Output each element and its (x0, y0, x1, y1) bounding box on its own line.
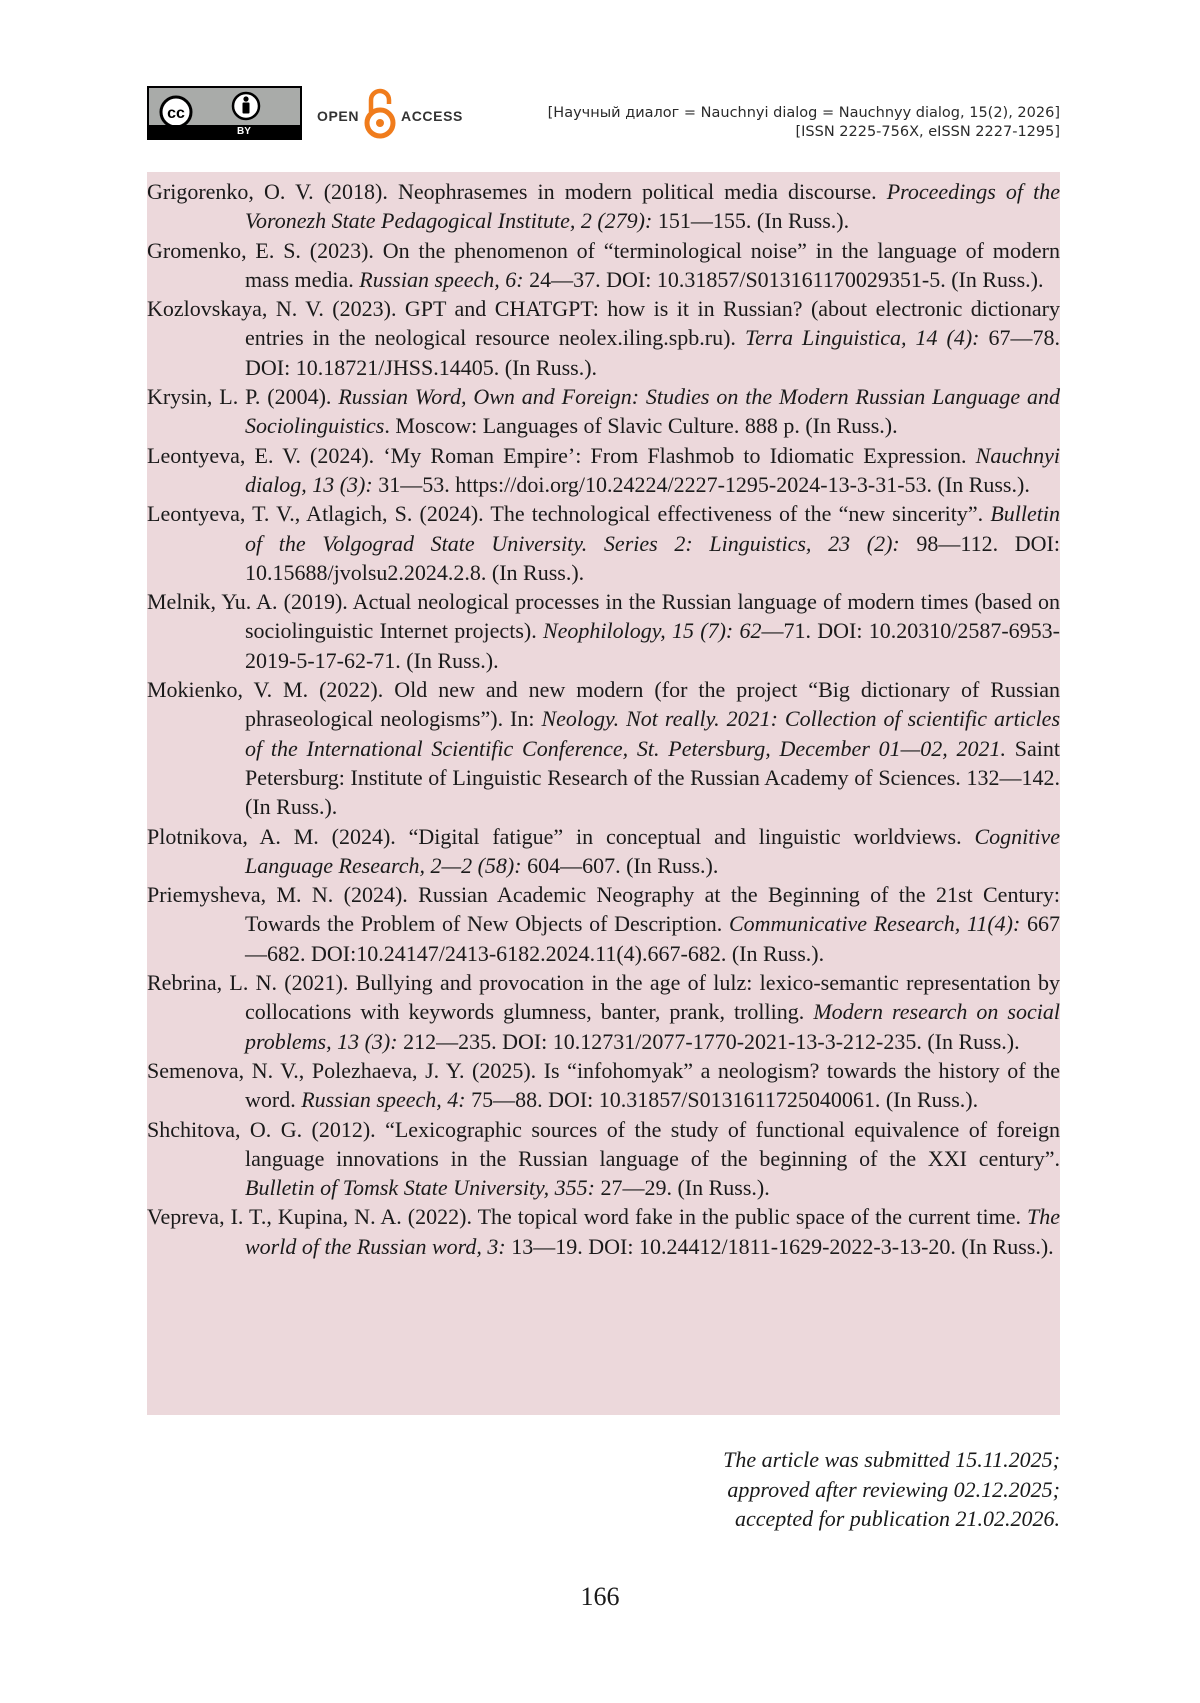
reference-source: Neology. Not really. 2021: Collection of scientific articles of the International Scientific Conference, St. Petersburg, December 01—02, 2021. (245, 706, 1061, 761)
reference-item (147, 587, 1060, 675)
reference-source: Neophilology, 15 (7): 62 (542, 618, 762, 644)
journal-issn: [ISSN 2225-756X, eISSN 2227-1295] (795, 124, 1060, 140)
svg-text:cc: cc (167, 105, 185, 122)
reference-source: Bulletin of Tomsk State University, 355: (245, 1175, 595, 1201)
reference-source: Bulletin of the Volgograd State University. Series 2: Linguistics, 23 (2): (245, 501, 1060, 556)
reference-item (147, 1056, 1060, 1115)
submitted-date: The article was submitted 15.11.2025; (723, 1447, 1060, 1472)
open-access-access-text: ACCESS (401, 108, 463, 124)
reference-pages: 27—29. (In Russ.). (594, 1175, 770, 1201)
reference-source: The world of the Russian word, 3: (245, 1204, 1060, 1259)
reference-item (147, 880, 1060, 968)
reference-item (147, 177, 1060, 236)
reference-pages: 604—607. (In Russ.). (521, 852, 719, 878)
open-access-lock-icon (361, 86, 401, 142)
page-number: 166 (580, 1582, 620, 1611)
page-header (147, 86, 1060, 142)
reference-text: Melnik, Yu. A. (2019). Actual neological processes in the Russian language of modern times (based on sociolinguistic Internet projects). (147, 589, 1060, 644)
reference-item (147, 1115, 1060, 1203)
journal-info (548, 104, 1060, 142)
cc-by-label: BY (237, 126, 251, 137)
article-dates (723, 1445, 1060, 1534)
reference-source: Communicative Research, 11(4): (728, 911, 1021, 937)
reference-pages: 151—155. (In Russ.). (652, 208, 850, 234)
reference-pages: 98—112. DOI: 10.15688/jvolsu2.2024.2.8. (In Russ.). (245, 530, 1060, 585)
reference-source: Russian speech, 4: (301, 1087, 466, 1113)
reference-source: Russian speech, 6: (359, 266, 524, 292)
reference-pages: —71. DOI: 10.20310/2587-6953-2019-5-17-62-71. (In Russ.). (245, 618, 1060, 673)
accepted-date: accepted for publication 21.02.2026. (734, 1506, 1060, 1531)
reference-source: Terra Linguistica, 14 (4): (744, 325, 980, 351)
reference-pages: 13—19. DOI: 10.24412/1811-1629-2022-3-13-20. (In Russ.). (505, 1233, 1054, 1259)
open-access-open-text: OPEN (317, 108, 360, 124)
reference-text: Shchitova, O. G. (2012). “Lexicographic sources of the study of functional equivalence of foreign language innovations in the Russian language of the beginning of the XXI century”. (147, 1116, 1060, 1171)
reference-item (147, 382, 1060, 441)
cc-by-glyphs (149, 88, 304, 129)
reference-item (147, 968, 1060, 1056)
reference-text: Rebrina, L. N. (2021). Bullying and provocation in the age of lulz: lexico-semantic representation by collocations with keywords glumness, banter, prank, trolling. (147, 970, 1060, 1025)
reference-item (147, 675, 1060, 821)
reference-text: Krysin, L. P. (2004). (147, 384, 339, 410)
reference-pages: 75—88. DOI: 10.31857/S0131611725040061. (In Russ.). (465, 1087, 979, 1113)
reference-text: Vepreva, I. T., Kupina, N. A. (2022). The topical word fake in the public space of the current time. (147, 1204, 1027, 1230)
reference-pages: 67—78. DOI: 10.18721/JHSS.14405. (In Russ.). (245, 325, 1061, 380)
reference-text: Semenova, N. V., Polezhaeva, J. Y. (2025). Is “infohomyak” a neologism? towards the history of the word. (147, 1057, 1060, 1113)
reference-item (147, 441, 1060, 500)
reference-item (147, 822, 1060, 881)
reference-text: Kozlovskaya, N. V. (2023). GPT and CHATGPT: how is it in Russian? (about electronic dictionary entries in the neological resource neolex.iling.spb.ru). (147, 296, 1060, 351)
reference-item (147, 294, 1060, 382)
reference-source: Modern research on social problems, 13 (3): (245, 999, 1060, 1054)
journal-citation: [Научный диалог = Nauchnyi dialog = Nauchnyy dialog, 15(2), 2026] (547, 105, 1060, 121)
reference-text: Mokienko, V. M. (2022). Old new and new modern (for the project “Big dictionary of Russian phraseological neologisms”). In: (147, 677, 1060, 732)
reference-text: Priemysheva, M. N. (2024). Russian Academic Neography at the Beginning of the 21st Century: Towards the Problem of New Objects of Description. (147, 882, 1060, 937)
reference-item (147, 499, 1060, 587)
reference-pages: . Moscow: Languages of Slavic Culture. 888 p. (In Russ.). (384, 413, 898, 439)
reference-text: Leontyeva, E. V. (2024). ‘My Roman Empire’: From Flashmob to Idiomatic Expression. (147, 442, 976, 468)
reference-item (147, 1202, 1060, 1261)
reference-pages: Saint Petersburg: Institute of Linguistic Research of the Russian Academy of Sciences. 132—142. (In Russ.). (245, 735, 1060, 820)
reference-pages: 212—235. DOI: 10.12731/2077-1770-2021-13-3-212-235. (In Russ.). (397, 1028, 1020, 1054)
cc-by-strip (149, 125, 300, 138)
approved-date: approved after reviewing 02.12.2025; (727, 1476, 1060, 1502)
reference-source: Russian Word, Own and Foreign: Studies on the Modern Russian Language and Sociolinguistics (245, 384, 1060, 439)
reference-text: Grigorenko, O. V. (2018). Neophrasemes in modern political media discourse. (147, 179, 887, 204)
reference-text: Plotnikova, A. M. (2024). “Digital fatigue” in conceptual and linguistic worldviews. (147, 823, 975, 849)
reference-text: Gromenko, E. S. (2023). On the phenomenon of “terminological noise” in the language of modern mass media. (147, 237, 1060, 292)
reference-text: Leontyeva, T. V., Atlagich, S. (2024). The technological effectiveness of the “new sincerity”. (147, 501, 991, 527)
reference-pages: 24—37. DOI: 10.31857/S013161170029351-5. (In Russ.). (523, 266, 1044, 292)
cc-by-icon[interactable] (147, 86, 302, 140)
reference-source: Cognitive Language Research, 2—2 (58): (245, 823, 1060, 878)
reference-source: Nauchnyi dialog, 13 (3): (245, 442, 1060, 497)
reference-pages: 667—682. DOI:10.24147/2413-6182.2024.11(4).667-682. (In Russ.). (245, 911, 1061, 966)
reference-pages: 31—53. https://doi.org/10.24224/2227-1295-2024-13-3-31-53. (In Russ.). (372, 471, 1030, 497)
reference-item (147, 236, 1060, 295)
references-list (147, 172, 1060, 1415)
reference-source: Proceedings of the Voronezh State Pedagogical Institute, 2 (279): (245, 179, 1061, 234)
